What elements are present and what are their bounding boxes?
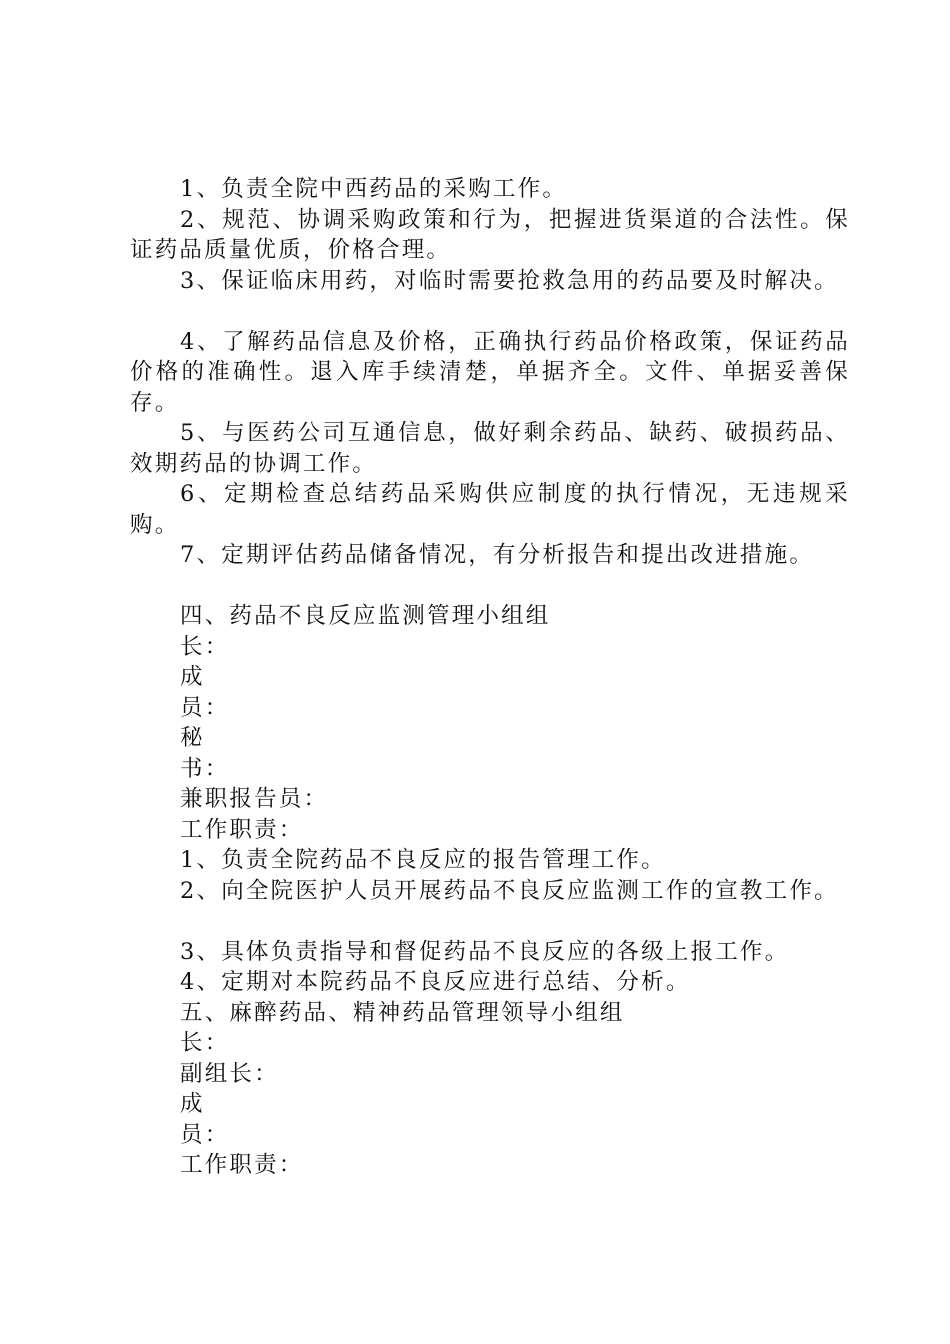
- duty-item-1: 1、负责全院中西药品的采购工作。: [180, 176, 568, 202]
- section-5-line: 副组长：: [180, 1060, 279, 1087]
- section-4-line: 员：: [180, 694, 230, 721]
- section-4-line: 工作职责：: [180, 816, 304, 843]
- section-5-line: 员：: [180, 1121, 230, 1148]
- duty-item-3: 3、保证临床用药，对临时需要抢救急用的药品要及时解决。: [180, 267, 839, 294]
- section-4-line: 3、具体负责指导和督促药品不良反应的各级上报工作。: [180, 938, 790, 965]
- duty-item-2: 2、规范、协调采购政策和行为，把握进货渠道的合法性。保证药品质量优质，价格合理。: [130, 206, 850, 263]
- paragraph-gap: [130, 296, 850, 327]
- section-4-line: 书：: [180, 755, 230, 782]
- section-5-heading: 五、麻醉药品、精神药品管理领导小组组: [180, 999, 625, 1026]
- document-body: [130, 174, 850, 1181]
- paragraph-gap: [130, 571, 850, 602]
- section-5-line: 长：: [180, 1030, 230, 1056]
- duty-item-6: 6、定期检查总结药品采购供应制度的执行情况，无违规采购。: [130, 481, 850, 538]
- section-4-line: 4、定期对本院药品不良反应进行总结、分析。: [180, 969, 691, 995]
- section-4-line: 1、负责全院药品不良反应的报告管理工作。: [180, 847, 666, 873]
- section-5-line: 成: [180, 1091, 205, 1117]
- section-4-line: 2、向全院医护人员开展药品不良反应监测工作的宣教工作。: [180, 877, 839, 904]
- section-4-line: 秘: [180, 725, 205, 751]
- section-4-heading: 四、药品不良反应监测管理小组组: [180, 603, 551, 629]
- section-4-line: 长：: [180, 633, 230, 660]
- paragraph-gap: [130, 906, 850, 937]
- duty-item-5: 5、与医药公司互通信息，做好剩余药品、缺药、破损药品、效期药品的协调工作。: [130, 420, 850, 477]
- section-4-line: 兼职报告员：: [180, 786, 329, 812]
- section-5-line: 工作职责：: [180, 1152, 304, 1178]
- section-4-line: 成: [180, 664, 205, 690]
- duty-item-4: 4、了解药品信息及价格，正确执行药品价格政策，保证药品价格的准确性。退入库手续清楚，单据齐全。文件、单据妥善保存。: [130, 328, 850, 416]
- duty-item-7: 7、定期评估药品储备情况，有分析报告和提出改进措施。: [180, 542, 815, 568]
